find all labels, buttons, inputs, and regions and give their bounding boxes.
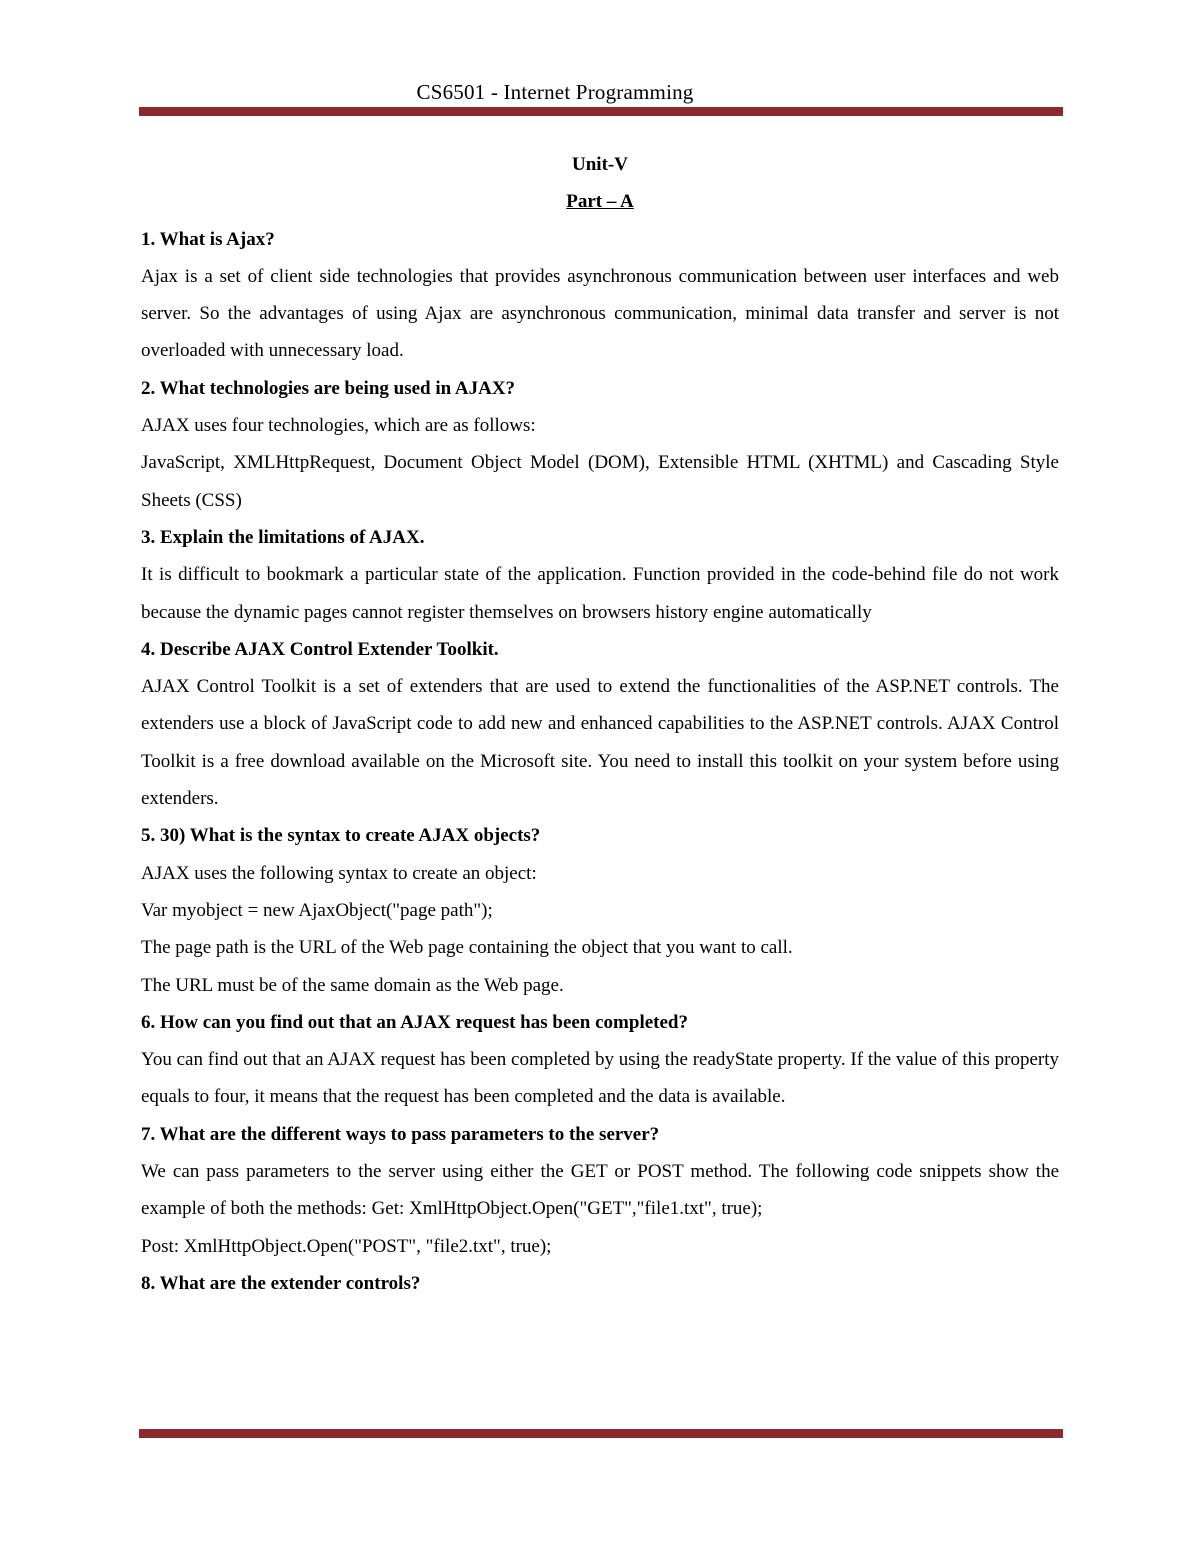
- question-3: 3. Explain the limitations of AJAX.: [141, 526, 425, 548]
- answer-5-para-3: The page path is the URL of the Web page containing the object that you want to call.: [141, 937, 793, 959]
- question-2: 2. What technologies are being used in AJAX?: [141, 377, 516, 399]
- answer-2-para-1: AJAX uses four technologies, which are as follows:: [141, 415, 536, 437]
- footer-rule: [139, 1429, 1063, 1438]
- question-7: 7. What are the different ways to pass parameters to the server?: [141, 1123, 660, 1145]
- header-rule: [139, 107, 1063, 116]
- answer-2-para-2: JavaScript, XMLHttpRequest, Document Object Model (DOM), Extensible HTML (XHTML) and Cascading Style Sheets (CSS): [141, 452, 1059, 511]
- unit-heading: Unit-V: [572, 154, 628, 175]
- document-body: [141, 146, 1059, 1302]
- question-5: 5. 30) What is the syntax to create AJAX objects?: [141, 825, 541, 847]
- answer-5-para-2: Var myobject = new AjaxObject("page path");: [141, 899, 493, 921]
- question-6: 6. How can you find out that an AJAX request has been completed?: [141, 1011, 688, 1033]
- answer-6-para-1: You can find out that an AJAX request has been completed by using the readyState property. If the value of this property equals to four, it means that the request has been completed and the data is available.: [141, 1049, 1059, 1108]
- answer-3-para-1: It is difficult to bookmark a particular state of the application. Function provided in the code-behind file do not work because the dynamic pages cannot register themselves on browsers history engine automatically: [141, 564, 1059, 623]
- answer-4-para-1: AJAX Control Toolkit is a set of extenders that are used to extend the functionalities of the ASP.NET controls. The extenders use a block of JavaScript code to add new and enhanced capabilities to the ASP.NET controls. AJAX Control Toolkit is a free download available on the Microsoft site. You need to install this toolkit on your system before using extenders.: [141, 676, 1059, 810]
- answer-7-para-2: Post: XmlHttpObject.Open("POST", "file2.txt", true);: [141, 1235, 552, 1257]
- part-heading: Part – A: [566, 191, 634, 213]
- question-8: 8. What are the extender controls?: [141, 1272, 421, 1294]
- page-header-title: CS6501 - Internet Programming: [416, 80, 694, 104]
- answer-5-para-4: The URL must be of the same domain as the Web page.: [141, 974, 564, 996]
- answer-1-para-1: Ajax is a set of client side technologies that provides asynchronous communication between user interfaces and web server. So the advantages of using Ajax are asynchronous communication, minimal data transfer and server is not overloaded with unnecessary load.: [141, 265, 1059, 362]
- answer-5-para-1: AJAX uses the following syntax to create an object:: [141, 862, 537, 884]
- question-1: 1. What is Ajax?: [141, 228, 275, 250]
- question-4: 4. Describe AJAX Control Extender Toolkit.: [141, 638, 499, 660]
- answer-7-para-1: We can pass parameters to the server using either the GET or POST method. The following code snippets show the example of both the methods: Get: XmlHttpObject.Open("GET","file1.txt", true);: [141, 1161, 1059, 1220]
